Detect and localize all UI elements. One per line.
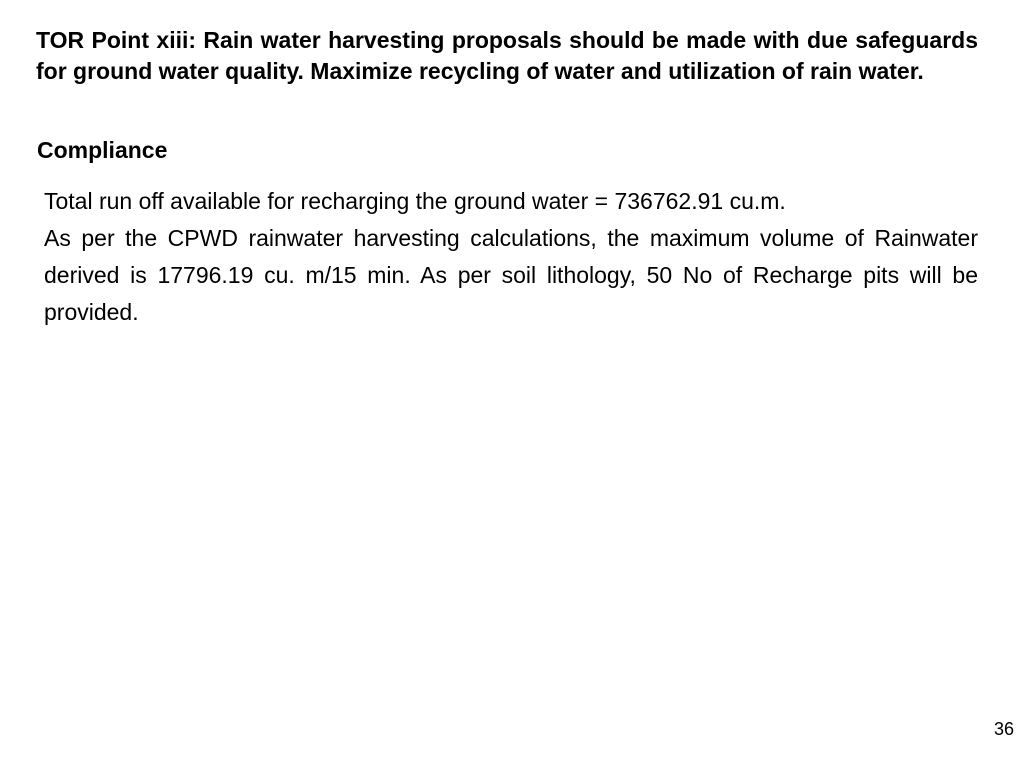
page-number: 36: [993, 719, 1014, 739]
compliance-body: [44, 183, 978, 331]
compliance-title: Compliance: [37, 137, 168, 163]
tor-point-heading: TOR Point xiii: Rain water harvesting proposals should be made with due safeguards for ground water quality. Maximize recycling of water and utilization of rain water.: [36, 27, 978, 84]
harvesting-paragraph: As per the CPWD rainwater harvesting calculations, the maximum volume of Rainwater derived is 17796.19 cu. m/15 min. As per soil lithology, 50 No of Recharge pits will be provided.: [44, 225, 978, 325]
runoff-paragraph: Total run off available for recharging the ground water = 736762.91 cu.m.: [44, 188, 786, 214]
